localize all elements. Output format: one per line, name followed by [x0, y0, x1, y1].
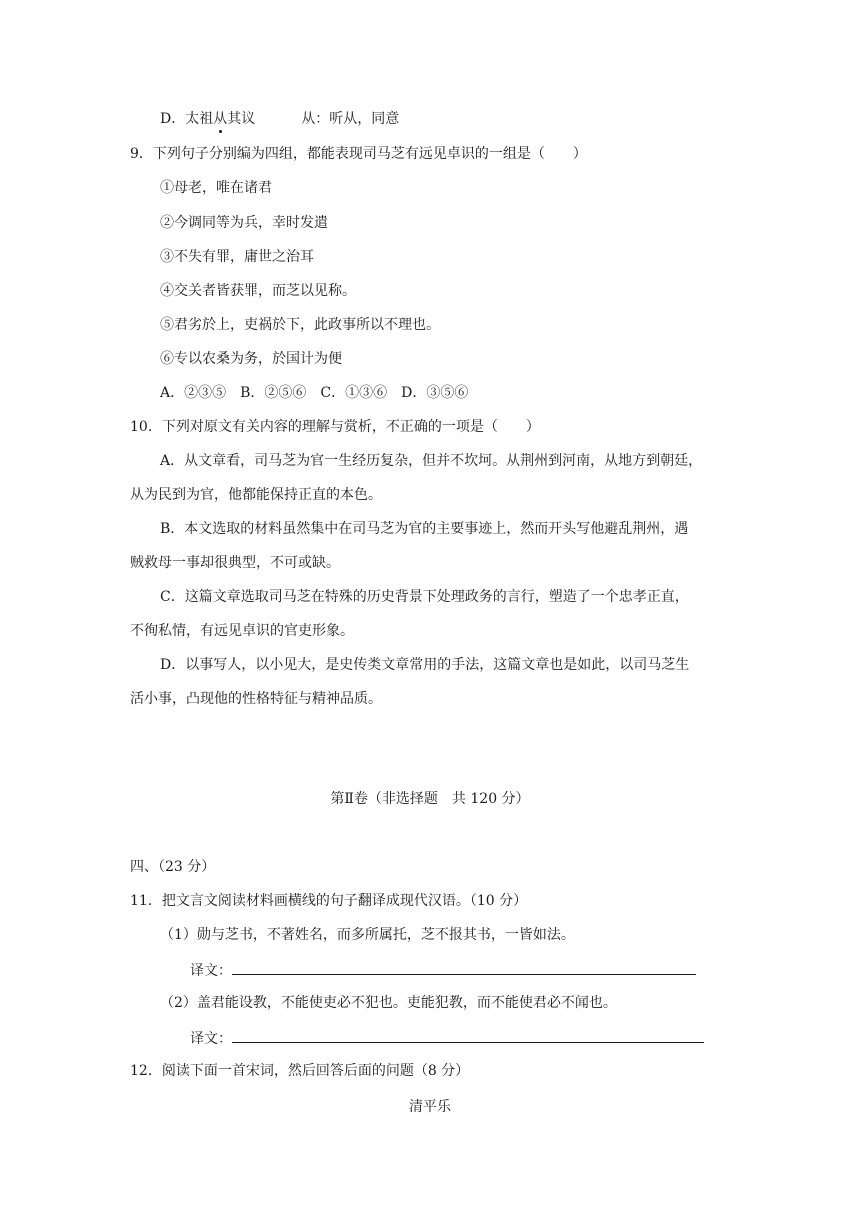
q9-item-5: ⑤君劣於上，吏祸於下，此政事所以不理也。 [160, 317, 440, 333]
q10-option-a-line1: A．从文章看，司马芝为官一生经历复杂，但并不坎坷。从荆州到河南，从地方到朝廷， [160, 453, 703, 469]
q10-option-c-line2: 不徇私情，有远见卓识的官吏形象。 [130, 623, 354, 639]
q8-option-d-tail: 其议 [227, 111, 256, 127]
q9-item-1: ①母老，唯在诸君 [160, 180, 272, 196]
q10-option-b-line1: B．本文选取的材料虽然集中在司马芝为官的主要事迹上，然而开头写他避乱荆州，遇 [160, 521, 689, 537]
q10-option-c-line1: C．这篇文章选取司马芝在特殊的历史背景下处理政务的言行，塑造了一个忠孝正直， [160, 589, 689, 605]
q9-item-4: ④交关者皆获罪，而芝以见称。 [160, 283, 356, 299]
q8-option-d-dotted-char: 从 [213, 111, 228, 127]
q8-option-d-label: D．太祖 [160, 111, 214, 127]
q11-answer-2-label: 译文： [190, 1031, 232, 1047]
q10-stem: 10．下列对原文有关内容的理解与赏析，不正确的一项是（ ） [130, 419, 540, 435]
q10-option-a-line2: 从为民到为官，他都能保持正直的本色。 [130, 487, 382, 503]
q8-option-d-gloss: 从：听从，同意 [301, 111, 400, 127]
q11-sentence-1: （1）勋与芝书，不著姓名，而多所属托，芝不报其书，一皆如法。 [160, 927, 575, 943]
q10-option-b-line2: 贼救母一事却很典型，不可或缺。 [130, 555, 340, 571]
q9-item-3: ③不失有罪，庸世之治耳 [160, 249, 314, 265]
q9-item-6: ⑥专以农桑为务，於国计为便 [160, 351, 342, 367]
q10-option-d-line1: D．以事写人，以小见大，是史传类文章常用的手法，这篇文章也是如此，以司马芝生 [160, 657, 690, 673]
section4-heading: 四、（23 分） [130, 859, 216, 875]
q11-stem: 11．把文言文阅读材料画横线的句子翻译成现代汉语。（10 分） [130, 893, 528, 909]
q12-stem: 12．阅读下面一首宋词，然后回答后面的问题（8 分） [130, 1063, 470, 1079]
q9-stem: 9．下列句子分别编为四组，都能表现司马芝有远见卓识的一组是（ ） [130, 146, 587, 162]
q11-answer-1-label: 译文： [190, 963, 232, 979]
part2-title: 第Ⅱ卷（非选择题 共 120 分） [330, 791, 530, 807]
q8-option-d [160, 110, 399, 128]
q10-option-d-line2: 活小事，凸现他的性格特征与精神品质。 [130, 691, 382, 707]
q9-choices: A．②③⑤ B．②⑤⑥ C．①③⑥ D．③⑤⑥ [160, 385, 469, 401]
q11-answer-2-blank[interactable] [232, 1028, 704, 1043]
q11-answer-2 [190, 1028, 704, 1048]
q9-item-2: ②今调同等为兵，幸时发遣 [160, 215, 328, 231]
q12-poem-title: 清平乐 [409, 1099, 451, 1115]
q11-sentence-2: （2）盖君能设教，不能使吏必不犯也。吏能犯教，而不能使君必不闻也。 [160, 995, 617, 1011]
q11-answer-1-blank[interactable] [232, 960, 696, 975]
q11-answer-1 [190, 960, 696, 980]
